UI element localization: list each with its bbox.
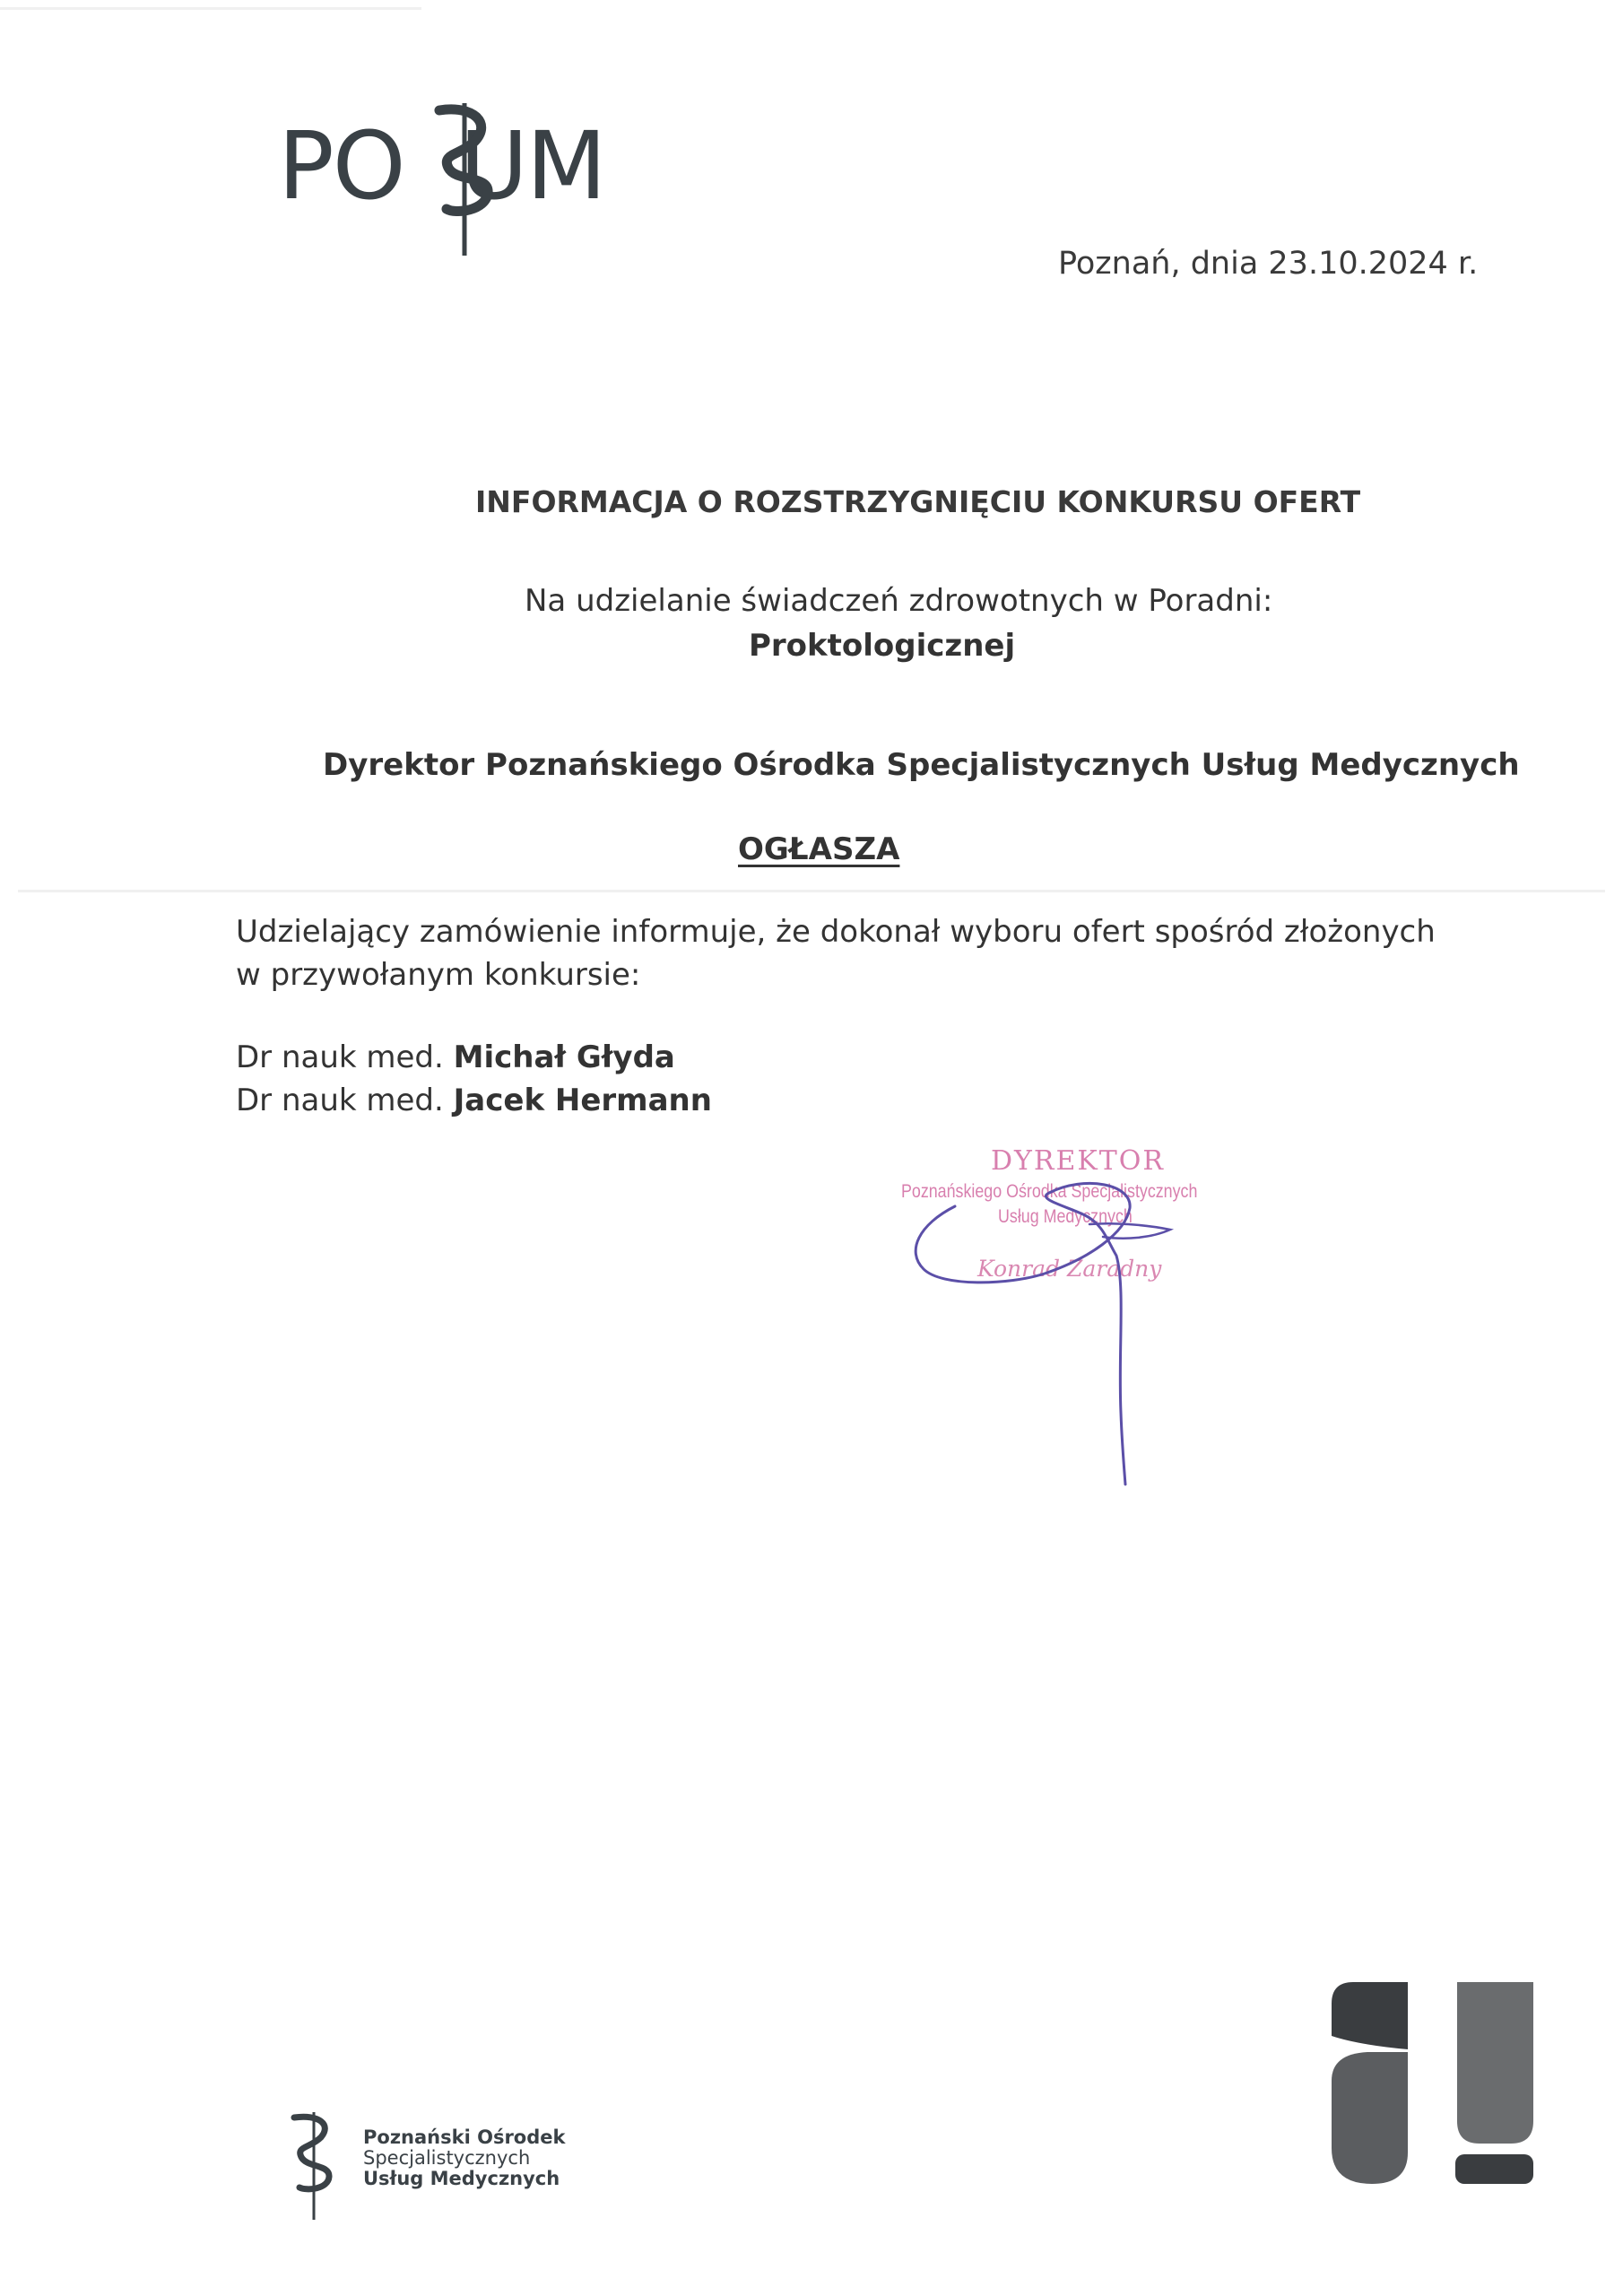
footer-line: Usług Medycznych (363, 2168, 560, 2189)
footer-logo-icon (287, 2112, 341, 2220)
intro-text: Na udzielanie świadczeń zdrowotnych w Poradni: (525, 583, 1273, 619)
aesculapius-icon (429, 103, 500, 256)
director-stamp (901, 1144, 1278, 1520)
logo-text: PO UM (278, 111, 605, 221)
decision-paragraph (236, 910, 1436, 996)
document-date: Poznań, dnia 23.10.2024 r. (1058, 246, 1479, 282)
stamp-title: DYREKTOR (991, 1145, 1165, 1177)
footer-line: Specjalistycznych (363, 2147, 531, 2169)
selected-doctors-list (236, 1036, 712, 1122)
doctor-title: Dr nauk med. (236, 1083, 454, 1118)
footer-institution-name (363, 2127, 565, 2189)
decorative-shapes-icon (1332, 1982, 1533, 2184)
document-title: INFORMACJA O ROZSTRZYGNIĘCIU KONKURSU OFERT (475, 484, 1361, 519)
scan-artifact (18, 890, 1605, 892)
doctor-name: Jacek Hermann (453, 1083, 712, 1118)
announces-heading: OGŁASZA (738, 831, 900, 867)
stamp-name: Konrad Zaradny (977, 1256, 1162, 1282)
doctor-title: Dr nauk med. (236, 1039, 454, 1075)
clinic-name: Proktologicznej (749, 628, 1016, 664)
stamp-line: Poznańskiego Ośrodka Specjalistycznych (901, 1181, 1198, 1202)
handwritten-signature (901, 1144, 1278, 1520)
list-item (236, 1036, 712, 1079)
footer-line: Poznański Ośrodek (363, 2126, 566, 2148)
posum-logo (278, 103, 681, 256)
paragraph-line: Udzielający zamówienie informuje, że dokonał wyboru ofert spośród złożonych (236, 914, 1436, 950)
doctor-name: Michał Głyda (453, 1039, 675, 1075)
list-item (236, 1079, 712, 1122)
scan-artifact (0, 7, 421, 10)
stamp-line: Usług Medycznych (998, 1206, 1133, 1227)
paragraph-line: w przywołanym konkursie: (236, 957, 641, 993)
director-heading: Dyrektor Poznańskiego Ośrodka Specjalistycznych Usług Medycznych (323, 747, 1520, 783)
